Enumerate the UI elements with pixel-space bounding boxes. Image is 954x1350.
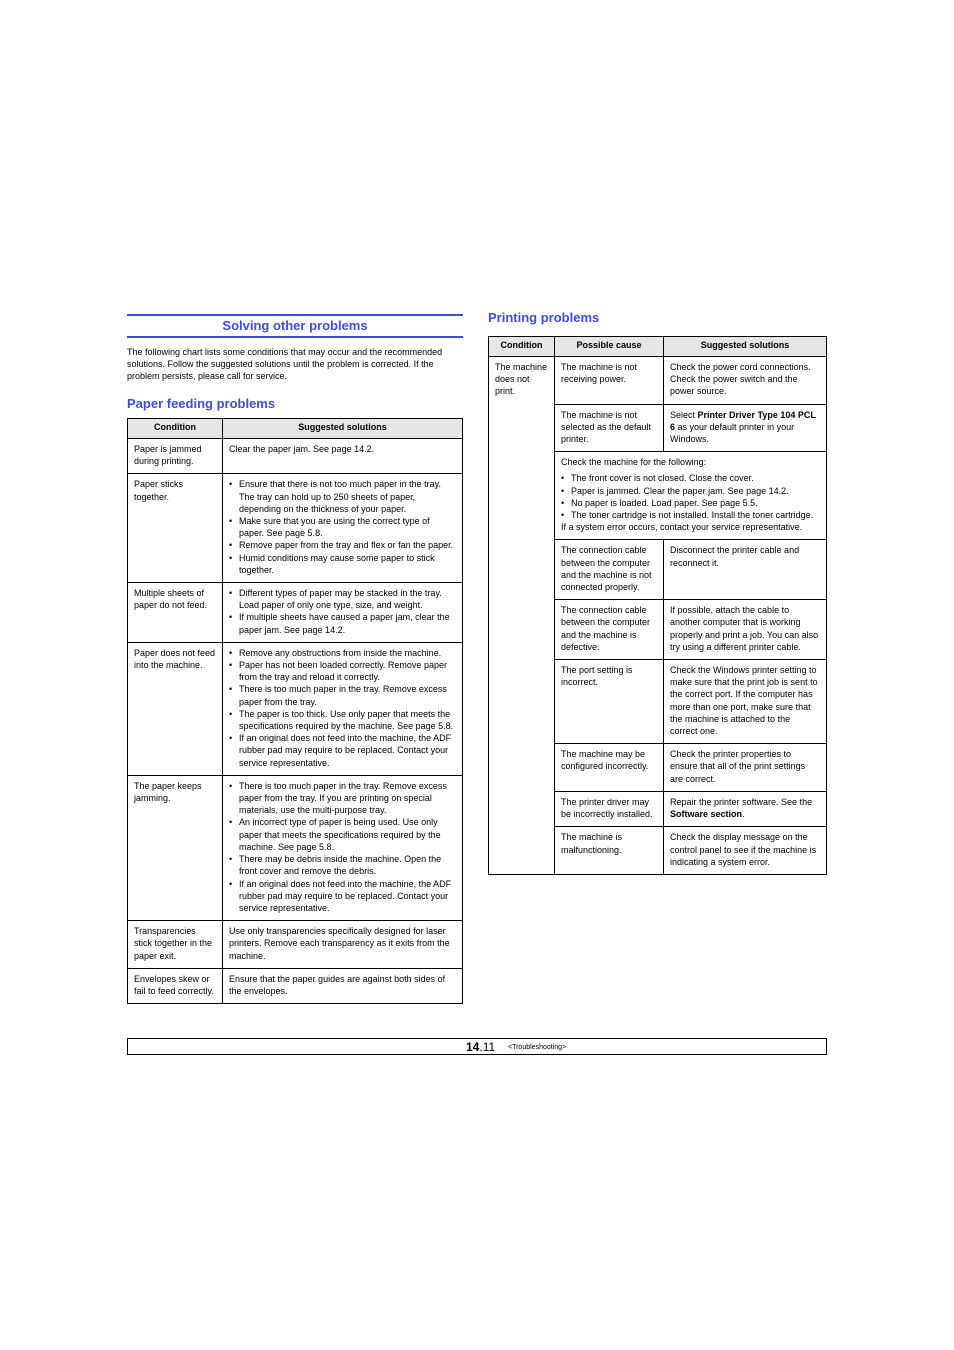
solution-cell: Clear the paper jam. See page 14.2. [223,439,463,474]
condition-cell: The paper keeps jamming. [128,775,223,920]
checklist-outro: If a system error occurs, contact your service representative. [561,522,803,533]
checklist-cell [555,452,827,540]
table-header-row [128,419,463,439]
printing-problems-table [488,336,827,875]
table-row [128,642,463,775]
table-row [128,583,463,643]
solution-cell [223,583,463,643]
list-item: • An incorrect type of paper is being used. Use only paper that meets the specifications required by the machine. See page 5.8. [229,816,456,853]
cause-cell: The machine may be configured incorrectly. [555,744,664,792]
right-column [488,310,827,875]
solution-cell: Disconnect the printer cable and reconnect it. [664,540,827,600]
page-suffix: .11 [479,1040,496,1054]
solution-list [229,587,456,636]
list-item: • The toner cartridge is not installed. Install the toner cartridge. [561,509,820,521]
list-item: • Remove paper from the tray and flex or fan the paper. [229,539,456,551]
page-number [466,1040,495,1054]
section-title: Solving other problems [127,314,463,338]
list-item: • If an original does not feed into the machine, the ADF rubber pad may require to be replaced. Contact your service representative. [229,732,456,769]
solution-cell: Use only transparencies specifically designed for laser printers. Remove each transparency as it exits from the machine. [223,921,463,969]
solution-text: Select [670,409,698,420]
condition-cell: Paper is jammed during printing. [128,439,223,474]
solution-cell [223,474,463,583]
header-condition: Condition [128,419,223,439]
cause-cell: The connection cable between the computer and the machine is defective. [555,600,664,660]
condition-cell: The machine does not print. [489,357,555,875]
solution-cell: Check the display message on the control panel to see if the machine is indicating a system error. [664,827,827,875]
table-row [128,968,463,1003]
solution-text: as your default printer in your Windows. [670,421,795,445]
list-item: • Paper is jammed. Clear the paper jam. See page 14.2. [561,485,820,497]
solution-cell: If possible, attach the cable to another computer that is working properly and print a job. You can also try using a different printer cable. [664,600,827,660]
cause-cell: The machine is not selected as the default printer. [555,404,664,452]
table-row [128,921,463,969]
cause-cell: The printer driver may be incorrectly installed. [555,791,664,826]
list-item: • The paper is too thick. Use only paper that meets the specifications required by the machine. See page 5.8. [229,708,456,732]
list-item: • If an original does not feed into the machine, the ADF rubber pad may require to be replaced. Contact your service representative. [229,878,456,915]
printing-problems-title: Printing problems [488,310,600,325]
solution-text: Repair the printer software. See the [670,796,813,807]
list-item: • If multiple sheets have caused a paper jam, clear the paper jam. See page 14.2. [229,611,456,635]
solution-cell [223,642,463,775]
cause-cell: The machine is not receiving power. [555,357,664,405]
header-condition: Condition [489,337,555,357]
solution-cell [664,404,827,452]
driver-name: Printer Driver Type 104 PCL 6 [670,409,816,432]
software-section-ref: Software section [670,809,743,820]
header-solutions: Suggested solutions [223,419,463,439]
list-item: • No paper is loaded. Load paper. See page 5.5. [561,497,820,509]
list-item: • Paper has not been loaded correctly. Remove paper from the tray and reload it correctly. [229,659,456,683]
table-row [489,357,827,405]
chapter-number: 14 [466,1040,480,1054]
table-row [128,775,463,920]
list-item: • There may be debris inside the machine. Open the front cover and remove the debris. [229,853,456,877]
chapter-label: <Troubleshooting> [508,1044,567,1051]
list-item: • Ensure that there is not too much paper in the tray. The tray can hold up to 250 sheets of paper, depending on the thickness of your paper. [229,478,456,515]
checklist [561,472,820,521]
page-footer [127,1038,827,1055]
left-column [127,314,463,1004]
condition-cell: Envelopes skew or fail to feed correctly. [128,968,223,1003]
solution-cell: Check the power cord connections. Check the power switch and the power source. [664,357,827,405]
cause-cell: The machine is malfunctioning. [555,827,664,875]
solution-cell: Check the Windows printer setting to make sure that the print job is sent to the correct port. If the computer has more than one port, make sure that the machine is attached to the correct one. [664,660,827,744]
condition-cell: Multiple sheets of paper do not feed. [128,583,223,643]
solution-list [229,647,456,769]
solution-text: . [742,809,745,820]
condition-cell: Paper sticks together. [128,474,223,583]
list-item: • There is too much paper in the tray. Remove excess paper from the tray. If you are printing on special materials, use the multi-purpose tray. [229,780,456,817]
intro-paragraph: The following chart lists some conditions that may occur and the recommended solutions. Follow the suggested solutions until the problem is corrected. If the problem persists, please call for service. [127,347,443,381]
header-cause: Possible cause [555,337,664,357]
solution-cell: Ensure that the paper guides are against both sides of the envelopes. [223,968,463,1003]
paper-feeding-table [127,418,463,1004]
condition-cell: Transparencies stick together in the paper exit. [128,921,223,969]
table-header-row [489,337,827,357]
list-item: • Humid conditions may cause some paper to stick together. [229,552,456,576]
condition-cell: Paper does not feed into the machine. [128,642,223,775]
table-row [128,474,463,583]
solution-list [229,478,456,576]
header-solutions: Suggested solutions [664,337,827,357]
table-row [128,439,463,474]
solution-cell [223,775,463,920]
solution-cell [664,791,827,826]
list-item: • The front cover is not closed. Close the cover. [561,472,820,484]
list-item: • Make sure that you are using the correct type of paper. See page 5.8. [229,515,456,539]
list-item: • There is too much paper in the tray. Remove excess paper from the tray. [229,683,456,707]
checklist-intro: Check the machine for the following: [561,457,707,468]
solution-cell: Check the printer properties to ensure that all of the print settings are correct. [664,744,827,792]
solution-list [229,780,456,914]
list-item: • Different types of paper may be stacked in the tray. Load paper of only one type, size, and weight. [229,587,456,611]
cause-cell: The connection cable between the computer and the machine is not connected properly. [555,540,664,600]
list-item: • Remove any obstructions from inside the machine. [229,647,456,659]
paper-feeding-title: Paper feeding problems [127,396,276,411]
cause-cell: The port setting is incorrect. [555,660,664,744]
